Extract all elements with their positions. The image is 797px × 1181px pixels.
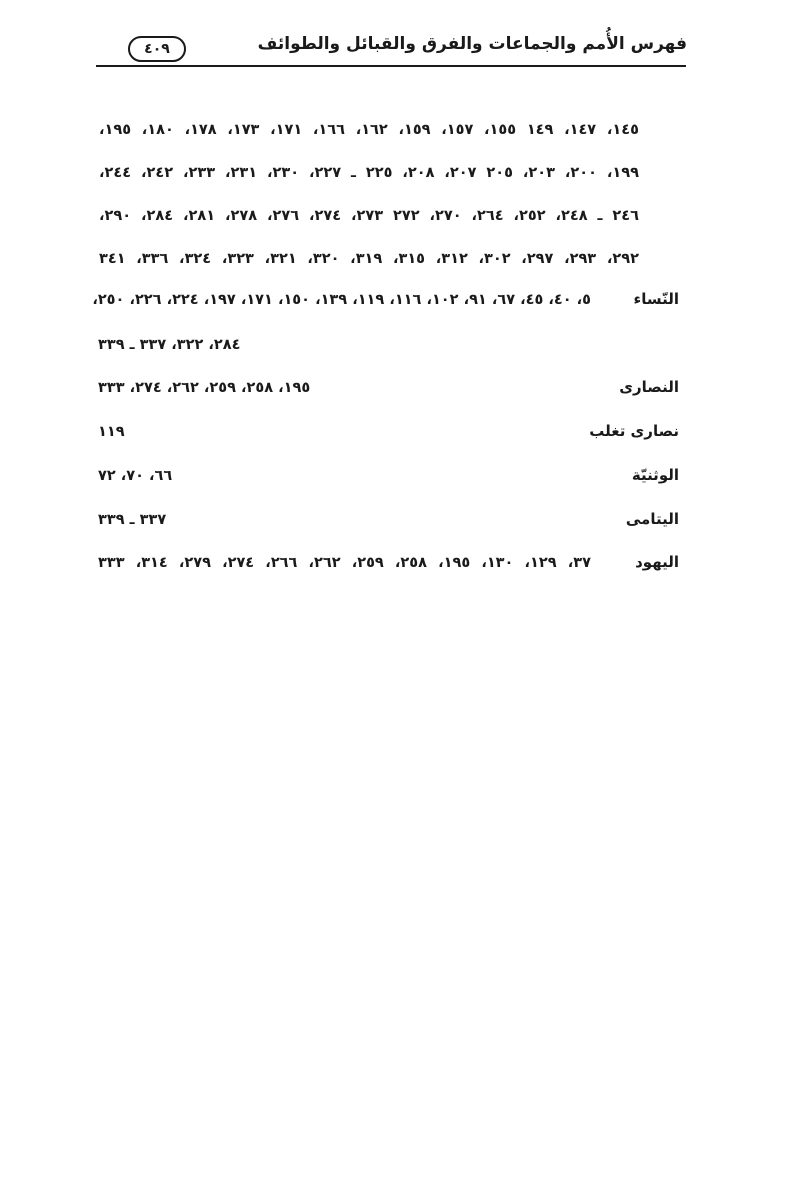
header-rule [96, 65, 686, 67]
continuation-line: ٢٩٢، ٢٩٣، ٢٩٧، ٣٠٢، ٣١٢، ٣١٥، ٣١٩، ٣٢٠، ٣٢١، ٣٢٣، ٣٢٤، ٣٣٦، ٣٤١ [99, 251, 639, 267]
entry-pages: ٥، ٤٠، ٤٥، ٦٧، ٩١، ١٠٢، ١١٦، ١١٩، ١٣٩، ١٥٠، ١٧١، ١٩٧، ٢٢٤، ٢٢٦، ٢٥٠، [92, 292, 591, 308]
entry-term: النصارى [619, 378, 679, 396]
entry-pages: ١١٩ [98, 424, 125, 440]
entry-pages: ٣٣٧ ـ ٣٣٩ [98, 512, 167, 528]
index-entry-jews [98, 553, 679, 575]
continuation-line: ٢٤٦ ـ ٢٤٨، ٢٥٢، ٢٦٤، ٢٧٠، ٢٧٢ ٢٧٣، ٢٧٤، ٢٧٦، ٢٧٨، ٢٨١، ٢٨٤، ٢٩٠، [99, 208, 639, 224]
entry-term: اليهود [635, 553, 679, 571]
index-entry-paganism [98, 466, 679, 488]
continuation-line: ١٩٩، ٢٠٠، ٢٠٣، ٢٠٥ ٢٠٧، ٢٠٨، ٢٢٥ ـ ٢٢٧، ٢٣٠، ٢٣١، ٢٣٣، ٢٤٢، ٢٤٤، [99, 165, 639, 181]
page-number: ٤٠٩ [128, 36, 186, 62]
entry-term: نصارى تغلب [589, 422, 679, 440]
index-entry-orphans [98, 510, 679, 532]
index-entry-women [92, 290, 679, 312]
entry-pages-continued: ٢٨٤، ٣٢٢، ٣٣٧ ـ ٣٣٩ [98, 337, 241, 353]
entry-term: الوثنيّة [631, 466, 679, 484]
entry-term: النّساء [633, 290, 679, 308]
entry-pages: ٦٦، ٧٠، ٧٢ [98, 468, 173, 484]
entry-term: اليتامى [625, 510, 679, 528]
running-title: فهرس الأُمم والجماعات والفرق والقبائل والطوائف [257, 34, 687, 54]
entry-pages: ٣٧، ١٢٩، ١٣٠، ١٩٥، ٢٥٨، ٢٥٩، ٢٦٢، ٢٦٦، ٢٧٤، ٢٧٩، ٣١٤، ٣٣٣ [98, 555, 591, 571]
index-entry-taghlib-christians [98, 422, 679, 444]
continuation-line: ١٤٥، ١٤٧، ١٤٩ ١٥٥، ١٥٧، ١٥٩، ١٦٢، ١٦٦، ١٧١، ١٧٣، ١٧٨، ١٨٠، ١٩٥، [99, 122, 639, 138]
index-entry-christians [98, 378, 679, 400]
entry-pages: ١٩٥، ٢٥٨، ٢٥٩، ٢٦٢، ٢٧٤، ٣٣٣ [98, 380, 311, 396]
